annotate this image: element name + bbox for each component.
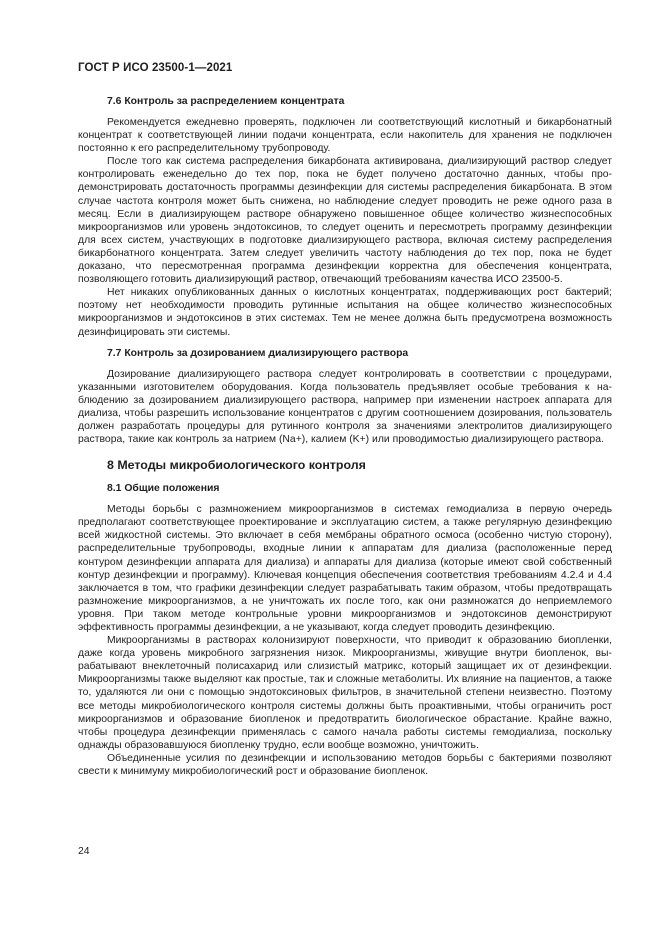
page-number: 24 bbox=[78, 846, 90, 857]
section-8-1-heading: 8.1 Общие положения bbox=[107, 483, 220, 495]
section-8-1-paragraph: Микроорганизмы в растворах колонизируют поверхности, что приводит к образованию биопленки, даже когда уровень микробного загрязнения низок. Микроорганизмы, живущие внутри биопленок, вырабатывают внеклеточный полисахарид или слизистый матрикс, который защищает их от дезинфекции. Микроорганизмы также выделяют как простые, так и сложные метаболиты. Их влияние на пациентов, а также то, удаляются ли они с помощью эндотоксиновых фильтров, в значительной степени неизвестно. Поэтому все методы микробиологического контроля системы должны быть проактивными, чтобы ограничить рост микроорганизмов и образование биопленок и предотвратить биологическое обрастание. Крайне важно, чтобы процедура дезинфекции применялась с самого начала работы системы гемодиализа, поскольку однажды образовавшуюся биопленку трудно, если вообще возможно, уничтожить. bbox=[78, 635, 612, 751]
section-7-6-heading: 7.6 Контроль за распределением концентрата bbox=[107, 96, 345, 107]
section-7-7-heading: 7.7 Контроль за дозированием диализирующего раствора bbox=[107, 347, 409, 359]
section-7-6-paragraph: Рекомендуется ежедневно проверять, подключен ли соответствующий кислотный и бикарбонатный концентрат к соответствующей линии подачи концентрата, если накопитель для хранения не подключен постоянно к его распределительному трубопроводу. bbox=[78, 117, 612, 155]
document-header: ГОСТ Р ИСО 23500-1—2021 bbox=[78, 62, 233, 74]
document-body bbox=[78, 95, 612, 778]
section-8-1-paragraph: Объединенные усилия по дезинфекции и использованию методов борьбы с бактериями позволяют свести к минимуму микробиологический рост и образование биопленок. bbox=[78, 752, 612, 778]
section-7-6-paragraph: После того как система распределения бикарбоната активирована, диализирующий раствор следует контролировать еженедельно до тех пор, пока не будет получено достаточно данных, чтобы продемонстрировать достаточность программы дезинфекции для системы распределения бикарбоната. В этом случае частота контроля может быть снижена, но наблюдение следует проводить не реже одного раза в месяц. Если в диализирующем растворе обнаружено повышенное общее количество жизнеспособных микроорганизмов или уровень эндотоксинов, то следует оценить и пересмотреть программу дезинфекции для всех систем, участвующих в подготовке диализирующего раствора, включая систему распределения бикарбонатного концентрата. Затем следует увеличить частоту наблюдения до тех пор, пока не будет доказано, что пересмотренная программа дезинфекции корректна для обеспечения концентрата, позволяющего готовить диализирующий раствор, отвечающий требованиям качества ИСО 23500-5. bbox=[78, 156, 612, 286]
section-7-7-paragraph: Дозирование диализирующего раствора следует контролировать в соответствии с процедурами, указанными изготовителем оборудования. Когда пользователь предъявляет особые требования к наблюдению за дозированием диализирующего раствора, например при изменении настроек аппарата для диализа, чтобы разрешить использование концентратов с другим соотношением дозирования, пользователь должен разработать процедуры для рутинного контроля за значениями электролитов диализирующего раствора, такие как контроль за натрием (Na+), калием (K+) или проводимостью диализирующего раствора. bbox=[78, 368, 612, 446]
section-7-6-paragraph: Нет никаких опубликованных данных о кислотных концентратах, поддерживающих рост бактерий; поэтому нет необходимости проводить рутинные испытания на общее количество жизнеспособных микроорганизмов и эндотоксинов в этих системах. Тем не менее должна быть предусмотрена возможность дезинфицировать эти системы. bbox=[78, 287, 612, 338]
section-8-heading: 8 Методы микробиологического контроля bbox=[107, 458, 366, 473]
section-8-1-paragraph: Методы борьбы с размножением микроорганизмов в системах гемодиализа в первую очередь предполагают соответствующее проектирование и эксплуатацию систем, а также регулярную дезинфекцию всей жидкостной системы. Это включает в себя мембраны обратного осмоса (особенно чистую сторону), распределительные трубопроводы, входные линии к аппаратам для диализа (расположенные перед контуром дезинфекции аппарата для диализа) и аппараты для диализа (которые имеют свой собственный контур дезинфекции и программу). Ключевая концепция обеспечения соответствия требованиям 4.2.4 и 4.4 заключается в том, что графики дезинфекции следует разрабатывать таким образом, чтобы предотвращать размножение микроорганизмов, а не уничтожать их после того, как они размножатся до неприемлемого уровня. При таком методе контрольные уровни микроорганизмов и эндотоксинов демонстрируют эффективность программы дезинфекции, а не указывают, когда следует проводить дезинфекцию. bbox=[78, 504, 612, 633]
